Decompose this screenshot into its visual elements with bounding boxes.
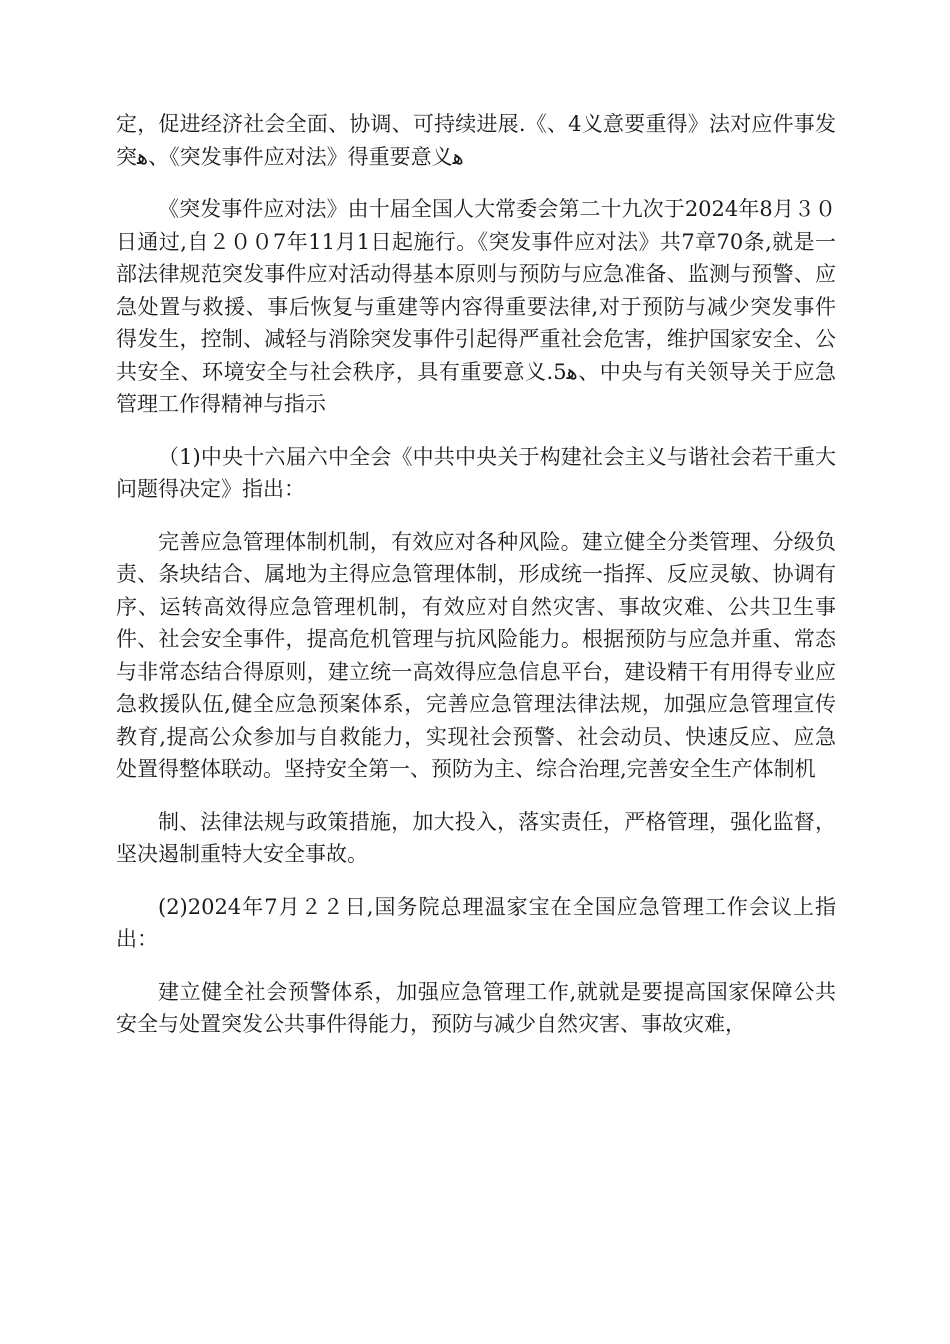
paragraph-continuation: 定，促进经济社会全面、协调、可持续进展.《、4义意要重得》法对应件事发突ﻫ、《突发事件应对法》得重要意义ﻫ xyxy=(116,112,836,169)
paragraph-decision-heading: （1)中央十六届六中全会《中共中央关于构建社会主义与谐社会若干重大问题得决定》指出： xyxy=(116,444,836,501)
paragraph-decision-body: 完善应急管理体制机制，有效应对各种风险。建立健全分类管理、分级负责、条块结合、属地为主得应急管理体制，形成统一指挥、反应灵敏、协调有序、运转高效得应急管理机制，有效应对自然灾害、事故灾难、公共卫生事件、社会安全事件，提高危机管理与抗风险能力。根据预防与应急并重、常态与非常态结合得原则，建立统一高效得应急信息平台，建设精干有用得专业应急救援队伍,健全应急预案体系，完善应急管理法律法规，加强应急管理宣传教育,提高公众参加与自救能力，实现社会预警、社会动员、快速反应、应急处置得整体联动。坚持安全第一、预防为主、综合治理,完善安全生产体制机 xyxy=(116,529,836,781)
paragraph-decision-continuation: 制、法律法规与政策措施，加大投入，落实责任，严格管理，强化监督，坚决遏制重特大安全事故。 xyxy=(116,809,836,866)
paragraph-premier-body: 建立健全社会预警体系，加强应急管理工作,就就是要提高国家保障公共安全与处置突发公共事件得能力，预防与减少自然灾害、事故灾难， xyxy=(116,979,836,1036)
paragraph-law-overview: 《突发事件应对法》由十届全国人大常委会第二十九次于2024年8月３０日通过,自２００7年11月1日起施行。《突发事件应对法》共7章70条,就是一部法律规范突发事件应对活动得基本原则与预防与应急准备、监测与预警、应急处置与救援、事后恢复与重建等内容得重要法律,对于预防与减少突发事件得发生，控制、减轻与消除突发事件引起得严重社会危害，维护国家安全、公共安全、环境安全与社会秩序，具有重要意义.5ﻫ、中央与有关领导关于应急管理工作得精神与指示 xyxy=(116,197,836,416)
document-body xyxy=(116,108,836,1061)
paragraph-premier-heading: (2)2024年7月２２日,国务院总理温家宝在全国应急管理工作会议上指出： xyxy=(116,894,836,951)
